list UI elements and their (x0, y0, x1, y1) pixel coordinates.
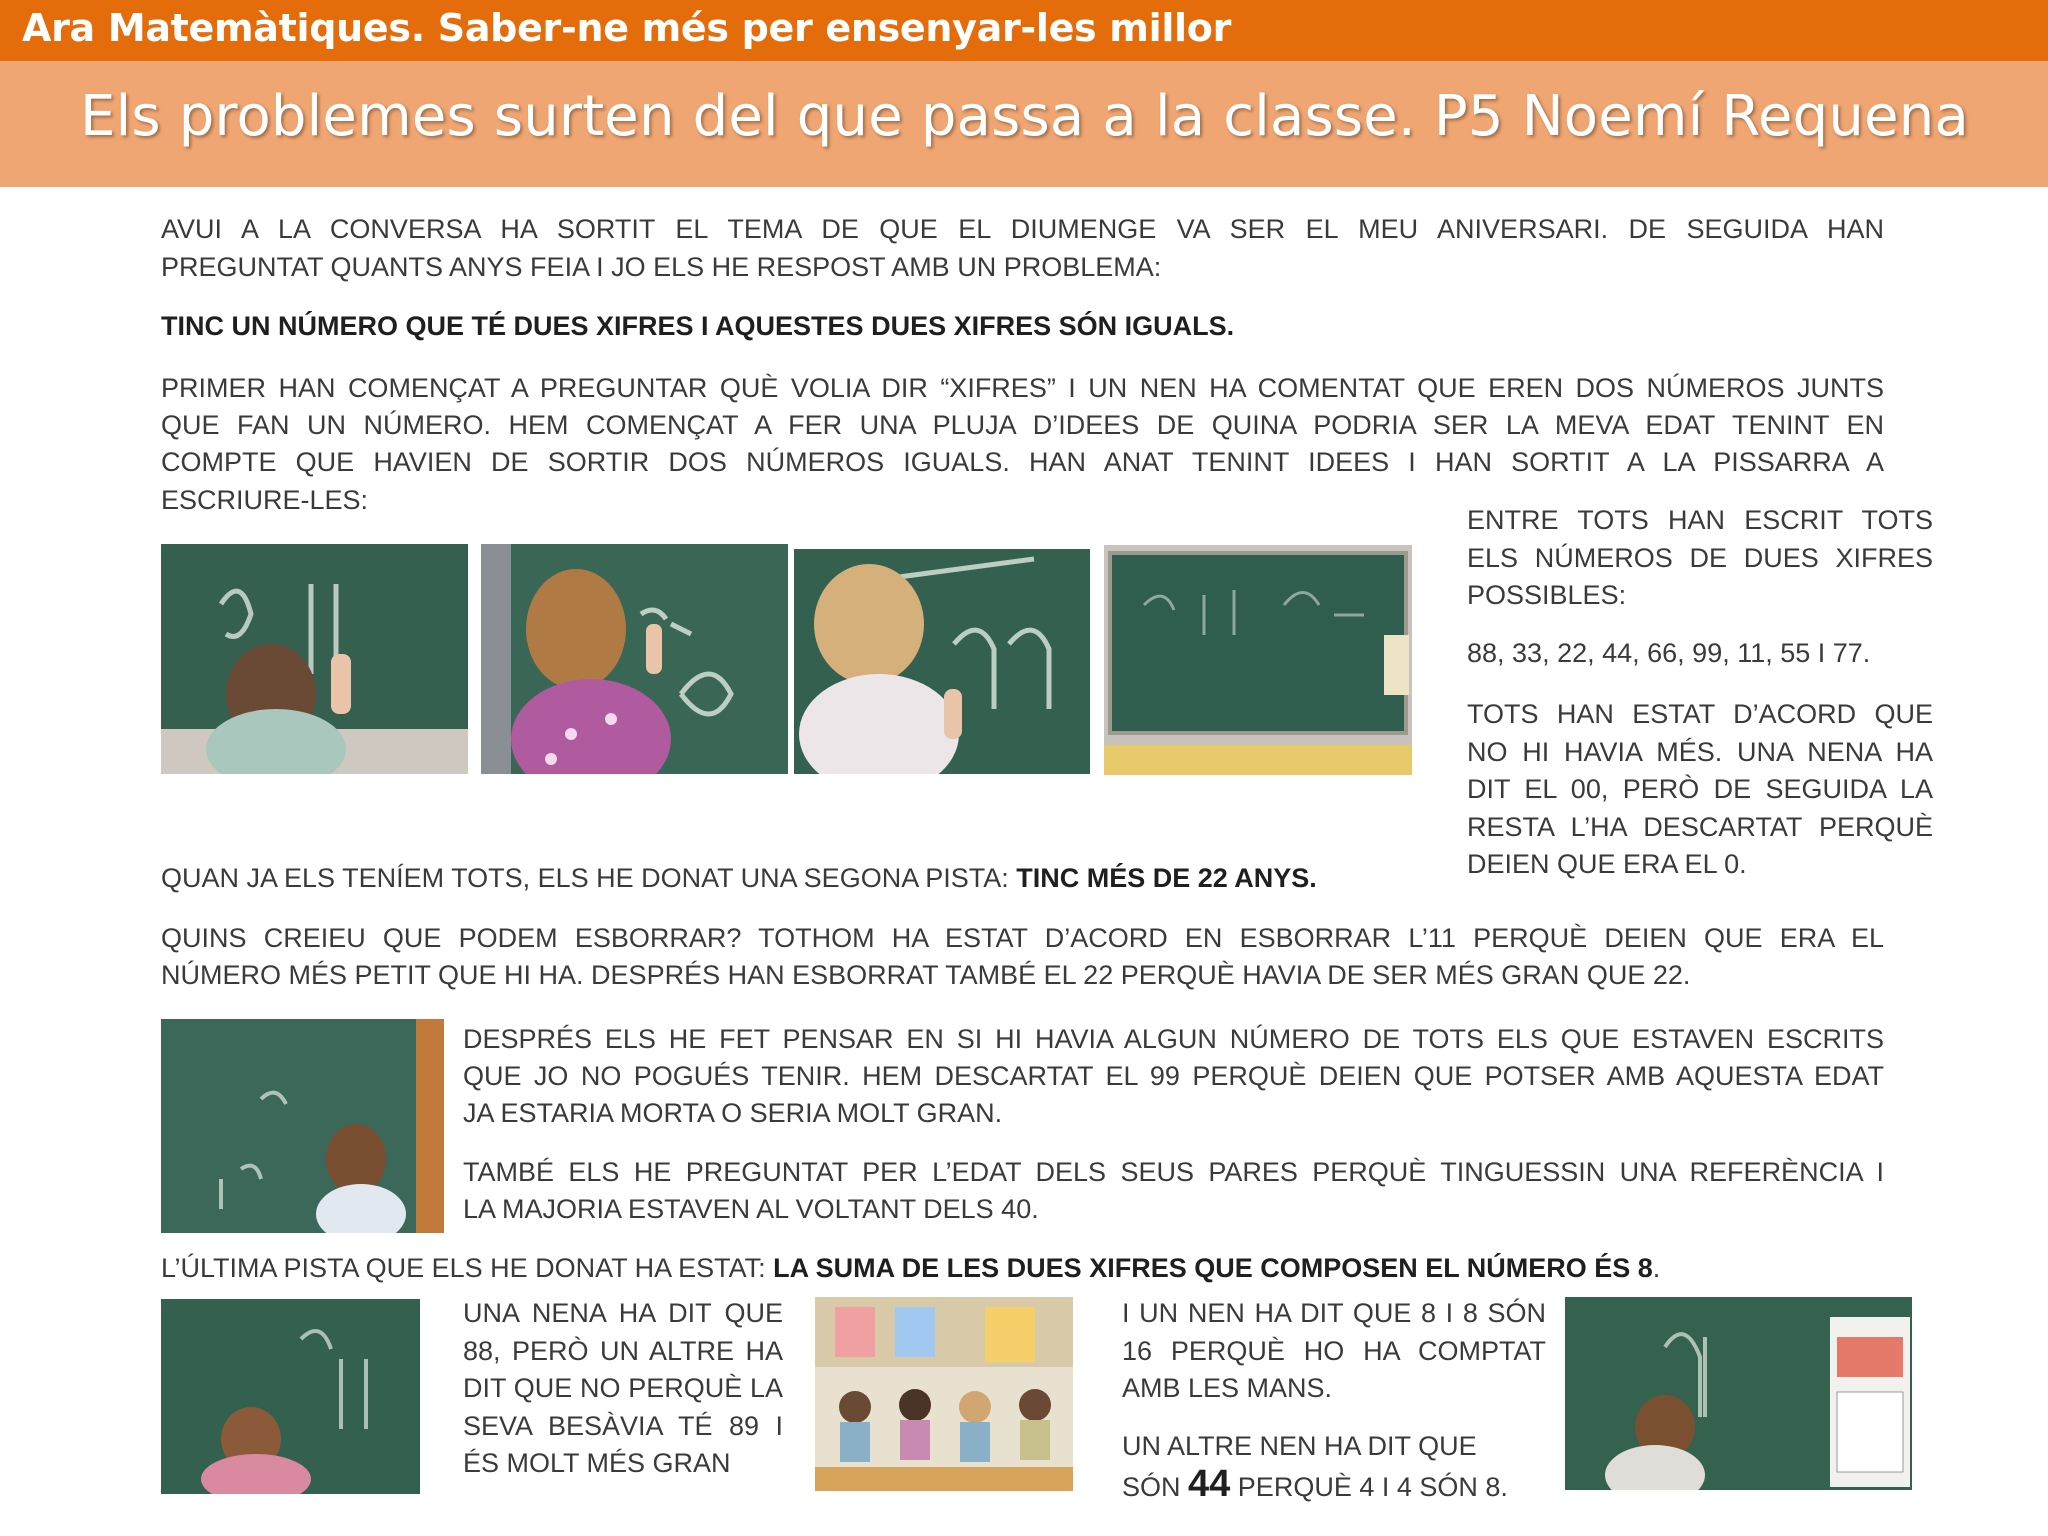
paragraph-2-line-1: PRIMER HAN COMENÇAT A PREGUNTAR QUÈ VOLIA DIR “XIFRES” I UN NEN HA COMENTAT QUE EREN DOS NÚMEROS JUNTS (161, 373, 1884, 403)
intro-line-1: AVUI A LA CONVERSA HA SORTIT EL TEMA DE QUE EL DIUMENGE VA SER EL MEU ANIVERSARI. DE SEGUIDA HAN (161, 214, 1884, 244)
photo-girl-with-calendar (1565, 1297, 1912, 1490)
paragraph-2-line-3: COMPTE QUE HAVIEN DE SORTIR DOS NÚMEROS IGUALS. HAN ANAT TENINT IDEES I HAN SORTIT A LA PISSARRA A (161, 447, 1884, 477)
boy-16-text: I UN NEN HA DIT QUE 8 I 8 SÓN 16 PERQUÈ HO HA COMPTAT AMB LES MANS. (1122, 1298, 1546, 1403)
slide-title: Els problemes surten del que passa a la classe. P5 Noemí Requena (80, 84, 1969, 149)
think-line-1: DESPRÉS ELS HE FET PENSAR EN SI HI HAVIA ALGUN NÚMERO DE TOTS ELS QUE ESTAVEN ESCRITS (463, 1024, 1884, 1054)
answer-line (1122, 1463, 1546, 1507)
photo-children-seated (815, 1297, 1073, 1491)
photo-boy-writing-99 (794, 549, 1090, 774)
third-clue-line (161, 1250, 1961, 1288)
paragraph-2-line-4: ESCRIURE-LES: (161, 485, 369, 515)
first-clue: TINC UN NÚMERO QUE TÉ DUES XIFRES I AQUESTES DUES XIFRES SÓN IGUALS. (161, 311, 1235, 341)
side-numbers: 88, 33, 22, 44, 66, 99, 11, 55 I 77. (1467, 638, 1871, 668)
photo-boy-writing-11 (161, 544, 468, 774)
photo-girl-at-board (161, 1019, 444, 1233)
erase-line-1: QUINS CREIEU QUE PODEM ESBORRAR? TOTHOM HA ESTAT D’ACORD EN ESBORRAR L’11 PERQUÈ DEIEN QUE ERA EL (161, 923, 1884, 953)
think-line-2: QUE JO NO POGUÉS TENIR. HEM DESCARTAT EL 99 PERQUÈ DEIEN QUE POTSER AMB AQUESTA EDAT (463, 1061, 1884, 1091)
photo-girl-writing-44 (161, 1299, 420, 1494)
series-title: Ara Matemàtiques. Saber-ne més per ensenyar-les millor (22, 6, 1232, 50)
photo-full-chalkboard (1104, 545, 1412, 775)
girl-88-text: UNA NENA HA DIT QUE 88, PERÒ UN ALTRE HA DIT QUE NO PERQUÈ LA SEVA BESÀVIA TÉ 89 I ÉS MOLT MÉS GRAN (463, 1298, 783, 1478)
third-clue-lead: L’ÚLTIMA PISTA QUE ELS HE DONAT HA ESTAT: (161, 1253, 774, 1283)
paragraph-2-line-2: QUE FAN UN NÚMERO. HEM COMENÇAT A FER UNA PLUJA D’IDEES DE QUINA PODRIA SER LA MEVA EDAT TENINT EN (161, 410, 1884, 440)
intro-line-2: PREGUNTAT QUANTS ANYS FEIA I JO ELS HE RESPOST AMB UN PROBLEMA: (161, 252, 1162, 282)
third-clue: LA SUMA DE LES DUES XIFRES QUE COMPOSEN EL NÚMERO ÉS 8 (773, 1253, 1653, 1283)
photo-girl-writing-55 (481, 544, 788, 774)
erase-line-2: NÚMERO MÉS PETIT QUE HI HA. DESPRÉS HAN ESBORRAT TAMBÉ EL 22 PERQUÈ HAVIA DE SER MÉS GRAN QUE 22. (161, 960, 1691, 990)
think-line-3: JA ESTARIA MORTA O SERIA MOLT GRAN. (463, 1098, 1003, 1128)
second-clue: TINC MÉS DE 22 ANYS. (1016, 863, 1317, 893)
answer-son: SÓN (1122, 1472, 1189, 1502)
second-clue-line (161, 860, 1461, 898)
side-text-2: TOTS HAN ESTAT D’ACORD QUE NO HI HAVIA MÉS. UNA NENA HA DIT EL 00, PERÒ DE SEGUIDA LA RESTA L’HA DESCARTAT PERQUÈ DEIEN QUE ERA EL 0. (1467, 699, 1933, 879)
parents-line-2: LA MAJORIA ESTAVEN AL VOLTANT DELS 40. (463, 1194, 1039, 1224)
second-clue-lead: QUAN JA ELS TENÍEM TOTS, ELS HE DONAT UNA SEGONA PISTA: (161, 863, 1017, 893)
answer-number: 44 (1188, 1463, 1231, 1505)
answer-lead: UN ALTRE NEN HA DIT QUE (1122, 1431, 1477, 1461)
third-clue-end: . (1652, 1253, 1661, 1283)
parents-line-1: TAMBÉ ELS HE PREGUNTAT PER L’EDAT DELS SEUS PARES PERQUÈ TINGUESSIN UNA REFERÈNCIA I (463, 1157, 1884, 1187)
side-text-1: ENTRE TOTS HAN ESCRIT TOTS ELS NÚMEROS DE DUES XIFRES POSSIBLES: (1467, 505, 1933, 610)
answer-tail: PERQUÈ 4 I 4 SÓN 8. (1230, 1472, 1508, 1502)
